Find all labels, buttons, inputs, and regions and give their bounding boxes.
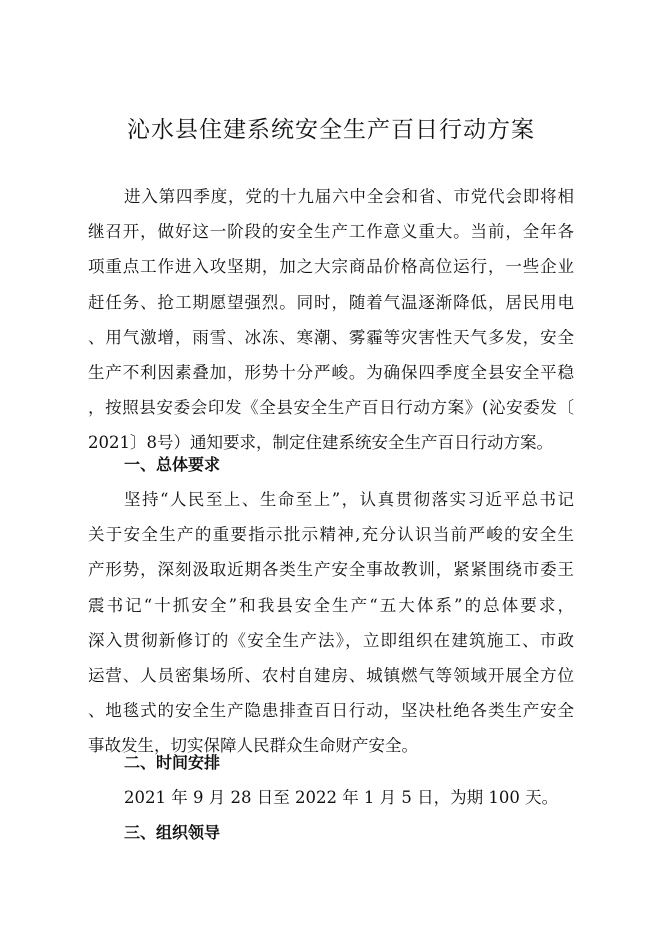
paragraph-line: 关于安全生产的重要指示批示精神,充分认识当前严峻的安全生 — [88, 525, 574, 545]
paragraph-line: 深入贯彻新修订的《安全生产法》，立即组织在建筑施工、市政 — [88, 630, 574, 650]
paragraph-line: 继召开，做好这一阶段的安全生产工作意义重大。当前，全年各 — [88, 222, 574, 242]
document-title: 沁水县住建系统安全生产百日行动方案 — [127, 117, 535, 143]
section-heading-block — [88, 745, 574, 780]
section-paragraph — [88, 780, 574, 815]
section-heading-block — [88, 447, 574, 482]
paragraph-line: 生产不利因素叠加，形势十分严峻。为确保四季度全县安全平稳 — [88, 362, 574, 382]
section-heading-block — [88, 815, 574, 850]
section-paragraph — [88, 482, 574, 764]
paragraph-line: 震书记“十抓安全”和我县安全生产“五大体系”的总体要求， — [88, 595, 574, 615]
section-heading: 二、时间安排 — [124, 753, 221, 772]
paragraph-line: 2021 年 9 月 28 日至 2022 年 1 月 5 日，为期 100 天。 — [124, 788, 559, 807]
paragraph-line: 、地毯式的安全生产隐患排查百日行动，坚决杜绝各类生产安全 — [88, 701, 574, 721]
intro-paragraph — [88, 179, 574, 461]
paragraph-line: 产形势，深刻汲取近期各类生产安全事故教训，紧紧围绕市委王 — [88, 560, 574, 580]
paragraph-line: 项重点工作进入攻坚期，加之大宗商品价格高位运行，一些企业 — [88, 257, 574, 277]
paragraph-line: 、用气激增，雨雪、冰冻、寒潮、雾霾等灾害性天气多发，安全 — [88, 327, 574, 347]
paragraph-line: 事故发生，切实保障人民群众生命财产安全。 — [88, 736, 418, 756]
paragraph-line: 运营、人员密集场所、农村自建房、城镇燃气等领域开展全方位 — [88, 665, 574, 685]
paragraph-line: 进入第四季度，党的十九届六中全会和省、市党代会即将相 — [124, 187, 574, 206]
paragraph-line: 坚持“人民至上、生命至上”，认真贯彻落实习近平总书记 — [124, 490, 574, 509]
section-heading: 一、总体要求 — [124, 455, 221, 474]
paragraph-line: ，按照县安委会印发《全县安全生产百日行动方案》(沁安委发〔 — [88, 398, 574, 418]
paragraph-line: 赶任务、抢工期愿望强烈。同时，随着气温逐渐降低，居民用电 — [88, 292, 574, 312]
section-heading: 三、组织领导 — [124, 823, 221, 842]
paragraph-line: 2021〕8号）通知要求，制定住建系统安全生产百日行动方案。 — [88, 433, 553, 453]
